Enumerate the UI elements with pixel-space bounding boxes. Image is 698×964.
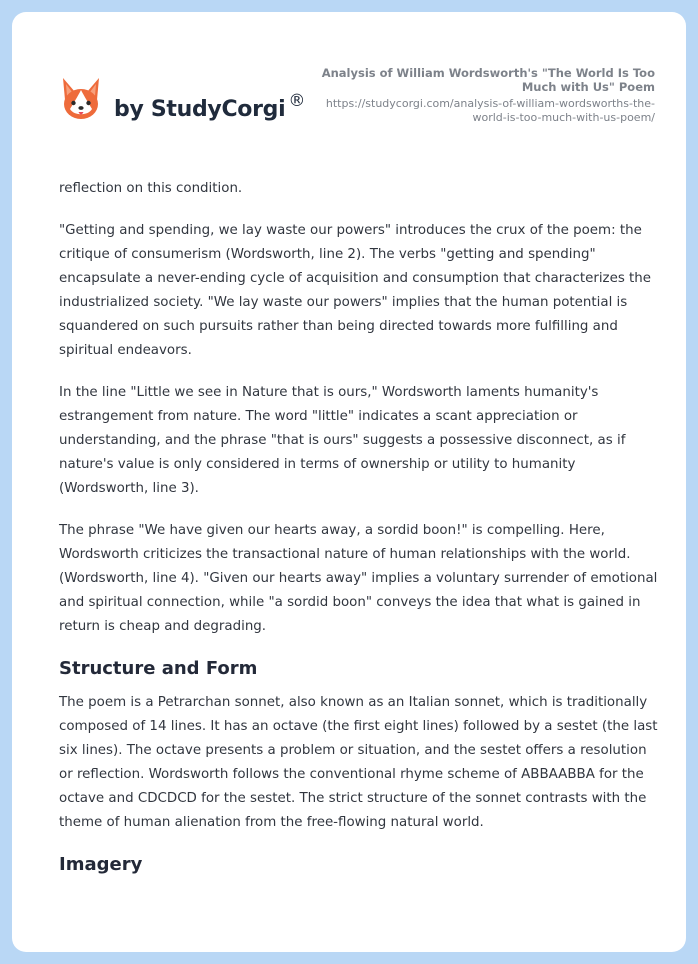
paragraph: "Getting and spending, we lay waste our powers" introduces the crux of the poem: the critique of consumerism (Wordsworth, line 2). The verbs "getting and spending" encapsulate a never-ending cycle of acquisition and consumption that characterizes the industrialized society. "We lay waste our powers" implies that the human potential is squandered on such pursuits rather than being directed towards more fulfilling and spiritual endeavors. <box>59 223 652 358</box>
paragraph: reflection on this condition. <box>59 181 243 196</box>
section-heading: Structure and Form <box>59 658 258 679</box>
paragraph: The phrase "We have given our hearts away, a sordid boon!" is compelling. Here, Wordsworth criticizes the transactional nature of human relationships with the world. (Wordsworth, line 4). "Given our hearts away" implies a voluntary surrender of emotional and spiritual connection, while "a sordid boon" conveys the idea that what is gained in return is cheap and degrading. <box>59 523 658 634</box>
document-title: Analysis of William Wordsworth's "The World Is Too Much with Us" Poem <box>321 66 655 94</box>
corgi-icon <box>60 76 102 122</box>
paragraph: The poem is a Petrarchan sonnet, also known as an Italian sonnet, which is traditionally composed of 14 lines. It has an octave (the first eight lines) followed by a sestet (the last six lines). The octave presents a problem or situation, and the sestet offers a resolution or reflection. Wordsworth follows the conventional rhyme scheme of ABBAABBA for the octave and CDCDCD for the sestet. The strict structure of the sonnet contrasts with the theme of human alienation from the free-flowing natural world. <box>59 695 658 830</box>
brand-name: by StudyCorgi ® <box>114 90 306 122</box>
studycorgi-logo[interactable] <box>60 76 305 122</box>
document-url[interactable]: https://studycorgi.com/analysis-of-william-wordsworths-the-world-is-too-much-with-us-poem/ <box>325 97 655 124</box>
document-meta <box>295 66 655 125</box>
page-header <box>12 12 686 152</box>
registered-mark: ® <box>288 90 306 111</box>
section-heading: Imagery <box>59 854 143 875</box>
document-page <box>12 12 686 952</box>
paragraph: In the line "Little we see in Nature that is ours," Wordsworth laments humanity's estrangement from nature. The word "little" indicates a scant appreciation or understanding, and the phrase "that is ours" suggests a possessive disconnect, as if nature's value is only considered in terms of ownership or utility to humanity (Wordsworth, line 3). <box>59 385 626 496</box>
document-body <box>59 177 659 887</box>
